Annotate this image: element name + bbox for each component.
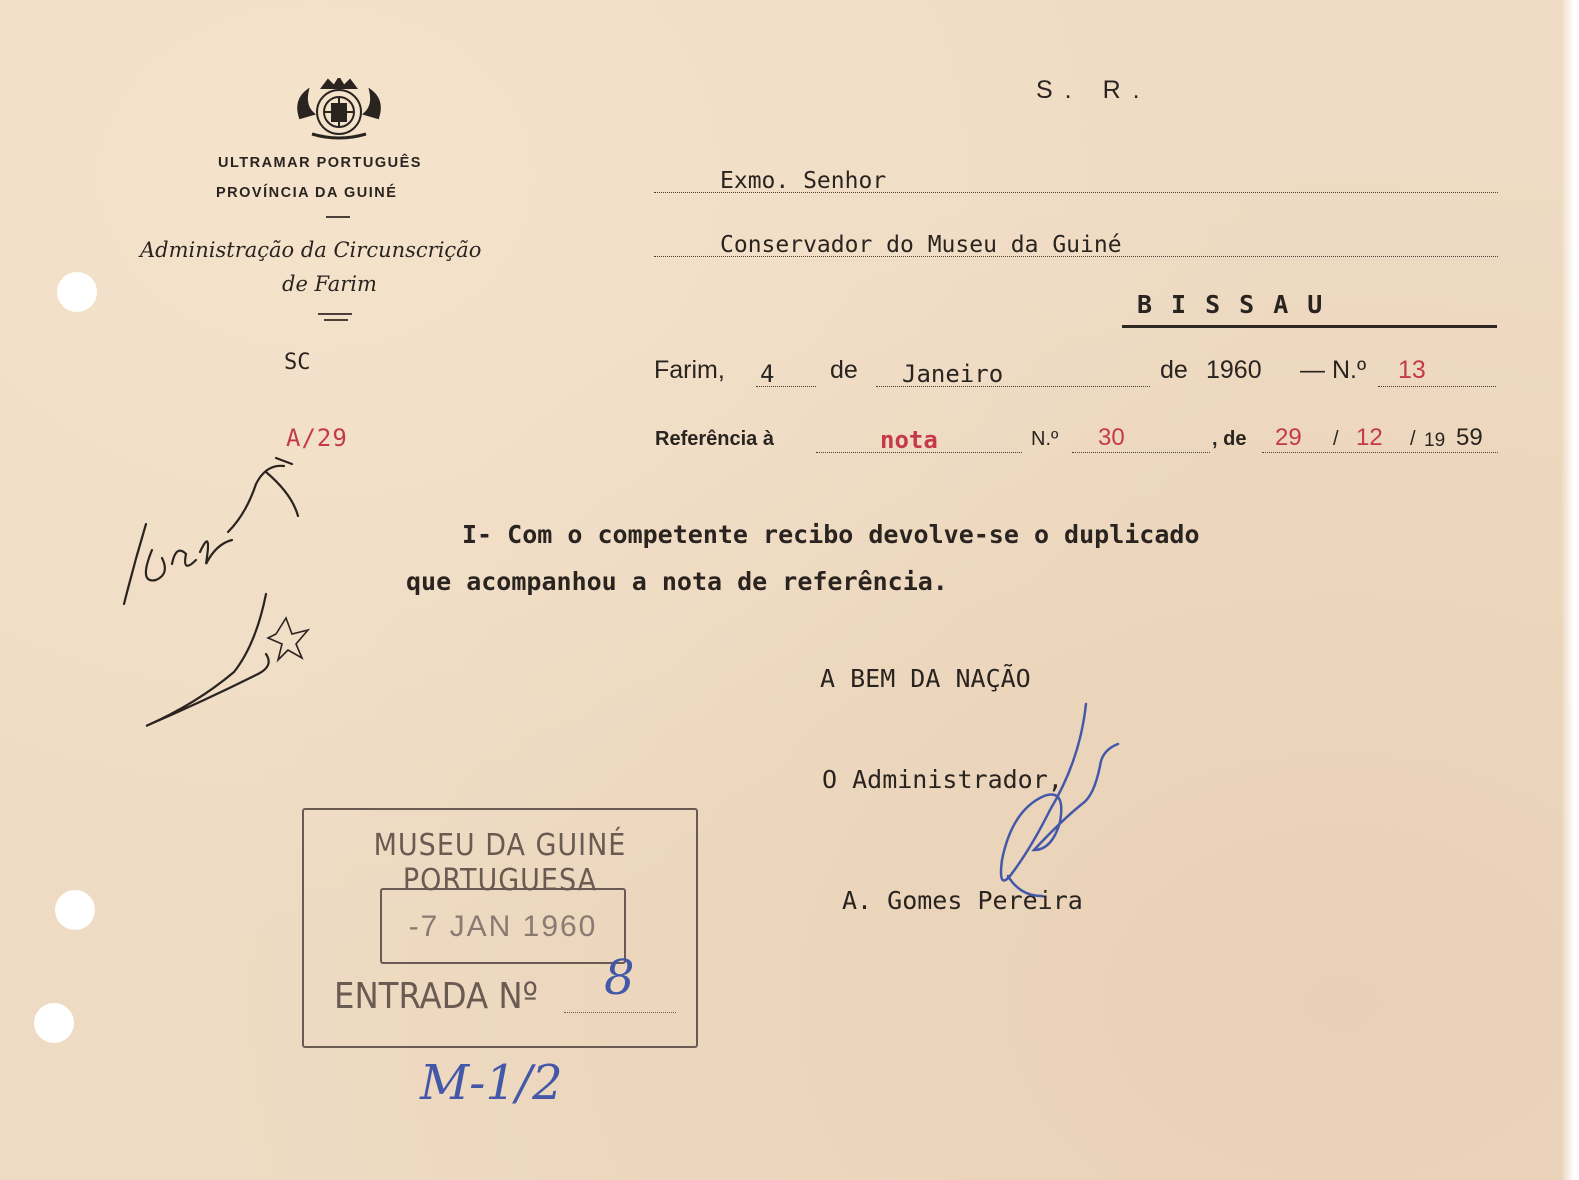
dateline-number: 13 [1398,356,1426,384]
reference-date-label: , de [1212,428,1247,450]
dateline-year: 1960 [1206,356,1262,384]
addressee-salutation: Exmo. Senhor [720,168,887,194]
punch-hole [57,272,97,312]
dateline-day: 4 [760,360,775,388]
punch-hole [34,1003,74,1043]
date-line [1378,386,1496,387]
reference-century: 19 [1424,430,1446,451]
stamp-entry-label: ENTRADA Nº [334,976,538,1017]
reference-day: 29 [1275,424,1302,451]
letterhead-office: Administração da Circunscrição [140,238,482,262]
dateline-de: de [1160,356,1188,384]
coat-of-arms-emblem [292,78,386,142]
letterhead-country: ULTRAMAR PORTUGUÊS [218,155,422,171]
reference-month: 12 [1356,424,1383,451]
punch-hole [55,890,95,930]
entry-stamp [302,808,698,1048]
addressee-position: Conservador do Museu da Guiné [720,232,1122,258]
reference-number: 30 [1098,424,1125,451]
dateline-month: Janeiro [902,360,1004,388]
letterhead-divider [326,216,350,218]
stamp-entry-number: 8 [604,950,635,1006]
signatory-title: O Administrador, [822,765,1063,794]
letterhead-office-location: de Farim [282,272,377,296]
reference-line [1262,452,1498,453]
reference-separator: / [1410,428,1416,450]
addressee-city: BISSAU [1137,290,1342,319]
filing-code: A/29 [286,424,348,452]
letterhead-divider [318,313,352,315]
handwritten-note [116,454,316,744]
header-mark: S. R. [1036,76,1152,104]
closing-formula: A BEM DA NAÇÃO [820,664,1031,693]
city-underline [1122,325,1497,328]
dateline-place: Farim, [654,356,725,384]
stamp-date: -7 JAN 1960 [408,910,598,943]
letterhead-divider [324,319,348,321]
reference-separator: / [1333,428,1339,450]
body-paragraph-line: I- Com o competente recibo devolve-se o duplicado [462,520,1200,549]
signature [990,700,1130,900]
stamp-date-box [380,888,626,964]
stamp-entry-line [564,1012,676,1013]
dateline-number-label: — N.º [1300,356,1367,384]
reference-line [1072,452,1210,453]
reference-label: Referência à [655,428,774,450]
archive-reference: M-1/2 [420,1055,563,1111]
body-paragraph-line: que acompanhou a nota de referência. [406,567,948,596]
reference-type: nota [880,426,938,454]
reference-year: 59 [1456,424,1483,451]
signatory-name: A. Gomes Pereira [842,886,1083,915]
reference-number-label: N.º [1031,428,1059,450]
letterhead-province: PROVÍNCIA DA GUINÉ [216,185,398,201]
page-edge [1561,0,1579,1180]
stamp-header: MUSEU DA GUINÉ PORTUGUESA [373,828,627,898]
dateline-de: de [830,356,858,384]
filing-section: SC [284,350,311,375]
